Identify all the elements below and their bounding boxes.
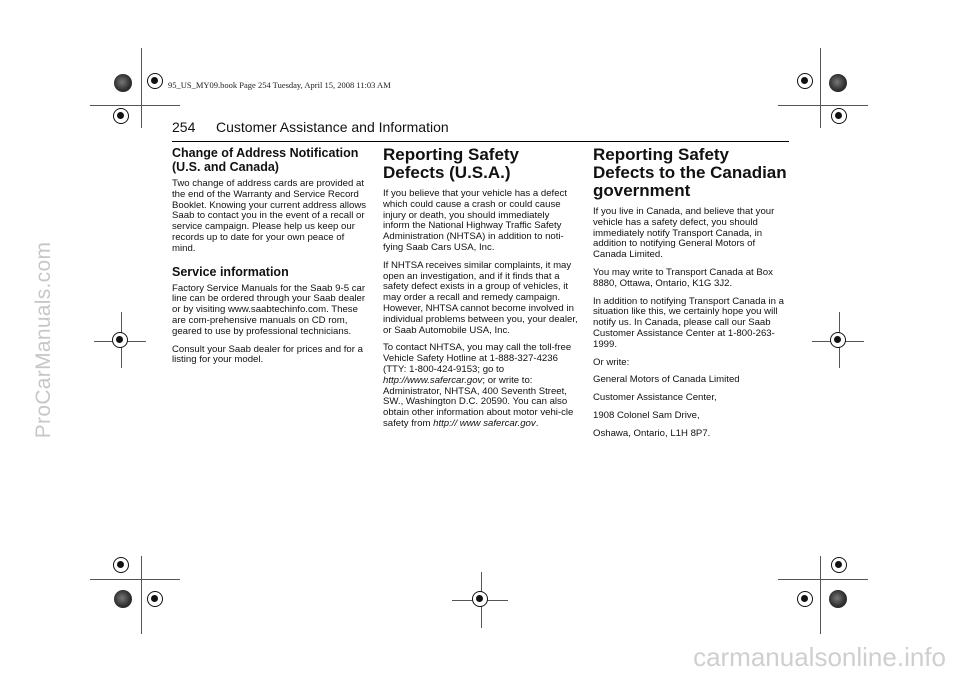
watermark-bottom: carmanualsonline.info — [693, 642, 946, 672]
address-line: General Motors of Canada Limited — [593, 374, 740, 386]
crop-line-icon — [90, 578, 180, 579]
crop-line-icon — [140, 556, 141, 634]
paragraph-contact-nhtsa — [383, 343, 578, 429]
registration-target-icon — [830, 332, 846, 348]
heading-reporting-safety-defects-usa: Reporting Safety Defects (U.S.A.) — [383, 145, 520, 182]
registration-target-icon — [797, 73, 813, 89]
text: To contact NHTSA, you may call the toll-free Vehicle Safety Hotline at 1-888-327-4236 (TTY: 1-800-424-9153; go to — [383, 342, 572, 375]
heading-service-information: Service information — [172, 264, 289, 279]
running-header — [172, 119, 789, 142]
column-2 — [383, 146, 578, 437]
registration-target-icon — [831, 557, 847, 573]
crop-line-icon — [819, 556, 820, 634]
paragraph: Two change of address cards are provided at the end of the Warranty and Service Record Booklet. Knowing your current address allows Saab to contact you in the event of a recall or service campaign. Please help us keep our records up to date for your own peace of mind. — [172, 178, 367, 254]
crop-line-icon — [819, 48, 820, 128]
text: . — [535, 417, 539, 429]
crop-line-icon — [778, 104, 868, 105]
registration-target-icon — [113, 557, 129, 573]
registration-target-icon — [147, 73, 163, 89]
registration-dot-icon — [829, 74, 847, 92]
registration-target-icon — [472, 591, 488, 607]
paragraph: In addition to notifying Transport Canada in a situation like this, we certainly hope you will notify us. In Canada, please call our Saab Customer Assistance Center at 1-800-263- 1999. — [593, 295, 784, 350]
text: ; or write to: Administrator, NHTSA, 400 Seventh Street, SW., Washington D.C. 20590. You can also obtain other information about motor vehi-cle safety from — [383, 374, 574, 429]
section-title: Customer Assistance and Information — [216, 119, 449, 135]
registration-target-icon — [147, 591, 163, 607]
crop-line-icon — [140, 48, 141, 128]
crop-line-icon — [90, 104, 180, 105]
address-line: Oshawa, Ontario, L1H 8P7. — [593, 427, 711, 439]
link-safercar[interactable]: http://www.safercar.gov — [383, 374, 483, 386]
watermark-left: ProCarManuals.com — [32, 241, 55, 439]
page-number: 254 — [172, 119, 196, 135]
registration-target-icon — [113, 108, 129, 124]
registration-target-icon — [831, 108, 847, 124]
paragraph: If NHTSA receives similar complaints, it may open an investigation, and if it finds that a safety defect exists in a group of vehicles, it may order a recall and remedy campaign. However, NHTSA cannot become involved in individual problems between you, your dealer, or Saab Automobile USA, Inc. — [383, 259, 578, 336]
paragraph: If you believe that your vehicle has a defect which could cause a crash or could cause injury or death, you should immediately inform the National Highway Traffic Safety Administration (NHTSA) in addition to noti-fying Saab Cars USA, Inc. — [383, 188, 567, 253]
link-safercar-2[interactable]: http:// www safercar.gov — [433, 417, 536, 429]
paragraph: You may write to Transport Canada at Box 8880, Ottawa, Ontario, K1G 3J2. — [593, 266, 773, 289]
paragraph: If you live in Canada, and believe that your vehicle has a safety defect, you should immediately notify Transport Canada, in addition to notifying General Motors of Canada Limited. — [593, 206, 775, 261]
paragraph: Factory Service Manuals for the Saab 9-5 car line can be ordered through your Saab dealer or by visiting www.saabtechinfo.com. These are com-prehensive manuals on CD rom, geared to use by professional technicians. — [172, 282, 366, 337]
paragraph: Consult your Saab dealer for prices and for a listing for your model. — [172, 343, 363, 366]
heading-reporting-safety-defects-canada: Reporting Safety Defects to the Canadian government — [593, 145, 787, 200]
registration-dot-icon — [114, 74, 132, 92]
registration-dot-icon — [114, 590, 132, 608]
address-line: Customer Assistance Center, — [593, 392, 717, 404]
book-stamp: 95_US_MY09.book Page 254 Tuesday, April 15, 2008 11:03 AM — [168, 80, 391, 90]
column-3 — [593, 146, 788, 447]
column-1 — [172, 146, 367, 373]
paragraph: Or write: — [593, 356, 630, 368]
heading-change-of-address: Change of Address Notification (U.S. and Canada) — [172, 146, 359, 174]
crop-line-icon — [778, 578, 868, 579]
registration-target-icon — [112, 332, 128, 348]
address-line: 1908 Colonel Sam Drive, — [593, 409, 700, 421]
registration-target-icon — [797, 591, 813, 607]
registration-dot-icon — [829, 590, 847, 608]
